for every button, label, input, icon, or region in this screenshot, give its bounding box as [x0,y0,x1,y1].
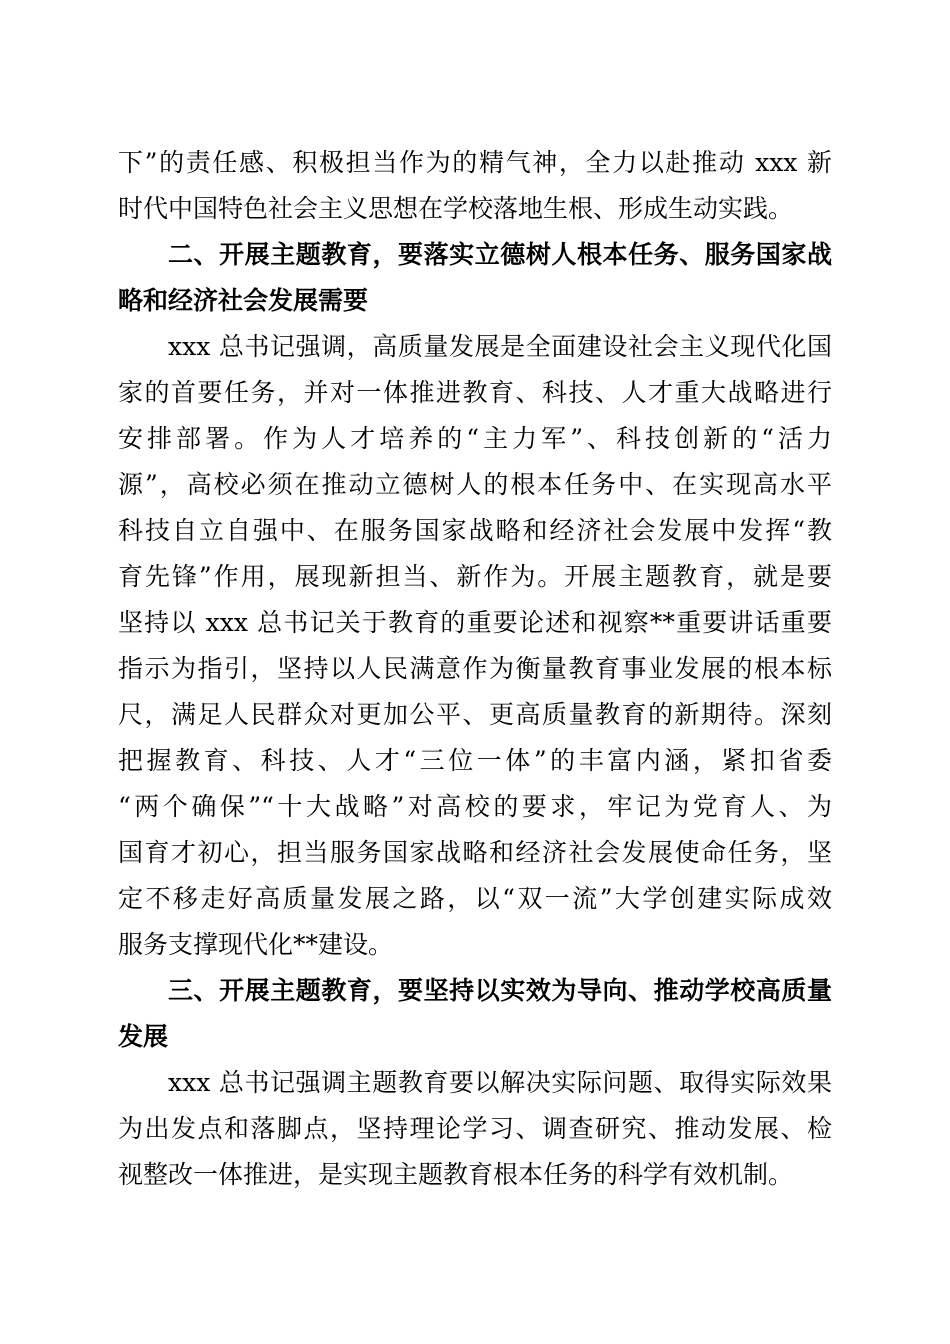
text-line: xxx 总书记强调，高质量发展是全面建设社会主义现代化国 [168,332,832,361]
text-line: 源”，高校必须在推动立德树人的根本任务中、在实现高水平 [118,470,832,499]
section-heading-3 [118,968,832,1060]
heading-line: 发展 [118,1022,169,1051]
text-line: 国育才初心，担当服务国家战略和经济社会发展使命任务，坚 [118,838,832,867]
text-line: 安排部署。作为人才培养的“主力军”、科技创新的“活力 [118,424,832,453]
text-line: 尺，满足人民群众对更加公平、更高质量教育的新期待。深刻 [118,700,832,729]
document-page [118,140,832,1198]
text-line: 指示为指引，坚持以人民满意作为衡量教育事业发展的根本标 [118,654,832,683]
text-line: 为出发点和落脚点，坚持理论学习、调查研究、推动发展、检 [118,1114,832,1143]
text-line: 坚持以 xxx 总书记关于教育的重要论述和视察**重要讲话重要 [118,608,832,637]
text-line: 时代中国特色社会主义思想在学校落地生根、形成生动实践。 [118,194,794,223]
paragraph-section-2 [118,324,832,968]
text-line: 家的首要任务，并对一体推进教育、科技、人才重大战略进行 [118,378,832,407]
heading-line: 三、开展主题教育，要坚持以实效为导向、推动学校高质量 [168,976,832,1005]
text-line: 服务支撑现代化**建设。 [118,930,394,959]
text-line: “两个确保”“十大战略”对高校的要求，牢记为党育人、为 [118,792,832,821]
text-line: xxx 总书记强调主题教育要以解决实际问题、取得实际效果 [168,1068,832,1097]
text-line: 下”的责任感、积极担当作为的精气神，全力以赴推动 xxx 新 [118,148,832,177]
text-line: 育先锋”作用，展现新担当、新作为。开展主题教育，就是要 [118,562,832,591]
text-line: 把握教育、科技、人才“三位一体”的丰富内涵，紧扣省委 [118,746,832,775]
heading-line: 二、开展主题教育，要落实立德树人根本任务、服务国家战 [168,240,832,269]
text-line: 定不移走好高质量发展之路，以“双一流”大学创建实际成效 [118,884,832,913]
text-line: 视整改一体推进，是实现主题教育根本任务的科学有效机制。 [118,1160,794,1189]
text-line: 科技自立自强中、在服务国家战略和经济社会发展中发挥“教 [118,516,832,545]
paragraph-continued [118,140,832,232]
section-heading-2 [118,232,832,324]
heading-line: 略和经济社会发展需要 [118,286,369,315]
paragraph-section-3 [118,1060,832,1198]
